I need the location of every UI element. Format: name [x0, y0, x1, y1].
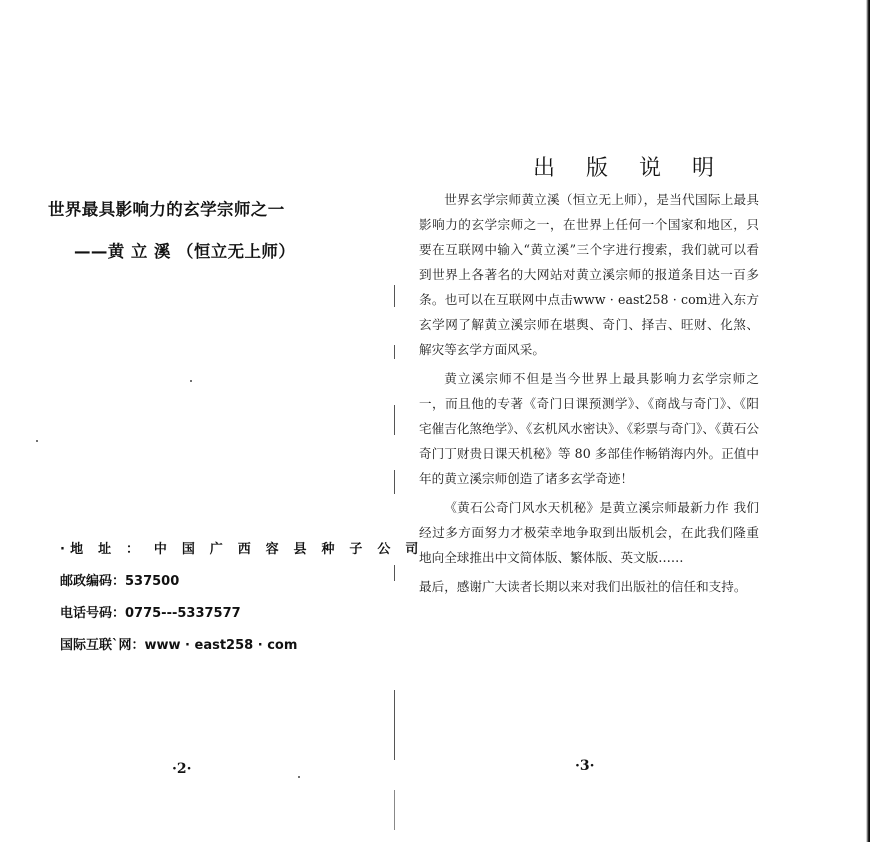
publication-notes	[419, 187, 759, 603]
postcode-line: 邮政编码：537500	[60, 574, 180, 589]
scan-edge-shadow	[866, 0, 870, 842]
page-title: 出 版 说 明	[533, 156, 726, 181]
scan-speck	[298, 776, 300, 778]
phone-line: 电话号码：0775---5337577	[60, 606, 241, 621]
scan-speck	[190, 380, 192, 382]
website-line: 国际互联`网：www · east258 · com	[60, 638, 298, 653]
page-number-left: ·2·	[172, 761, 192, 777]
page-number-right: ·3·	[575, 758, 595, 774]
address-line: ·地 址 ： 中 国 广 西 容 县 种 子 公 司	[60, 542, 424, 557]
left-page	[0, 0, 424, 842]
paragraph-3: 《黄石公奇门风水天机秘》是黄立溪宗师最新力作 我们经过多方面努力才极荣幸地争取到出版机会，在此我们隆重地向全球推出中文简体版、繁体版、英文版……	[419, 500, 759, 565]
paragraph-1: 世界玄学宗师黄立溪（恒立无上师），是当代国际上最具影响力的玄学宗师之一，在世界上任何一个国家和地区，只要在互联网中输入“黄立溪”三个字进行搜索，我们就可以看到世界上各著名的大网站对黄立溪宗师的报道条目达一百多条。也可以在互联网中点击www · east258 · com进入东方玄学网了解黄立溪宗师在堪舆、奇门、择吉、旺财、化煞、解灾等玄学方面风采。	[419, 192, 759, 357]
paragraph-2: 黄立溪宗师不但是当今世界上最具影响力玄学宗师之一，而且他的专著《奇门日课预测学》、《商战与奇门》、《阳宅催吉化煞绝学》、《玄机风水密诀》、《彩票与奇门》、《黄石公奇门丁财贵日课天机秘》等 80 多部佳作畅销海内外。正值中年的黄立溪宗师创造了诸多玄学奇迹！	[419, 371, 760, 486]
paragraph-4: 最后，感谢广大读者长期以来对我们出版社的信任和支持。	[419, 579, 747, 594]
headline-line-1: 世界最具影响力的玄学宗师之一	[48, 200, 285, 219]
scan-speck	[36, 440, 38, 442]
headline-line-2: ——黄 立 溪 （恒立无上师）	[74, 242, 296, 261]
right-page	[395, 0, 870, 842]
contact-info	[60, 540, 423, 668]
